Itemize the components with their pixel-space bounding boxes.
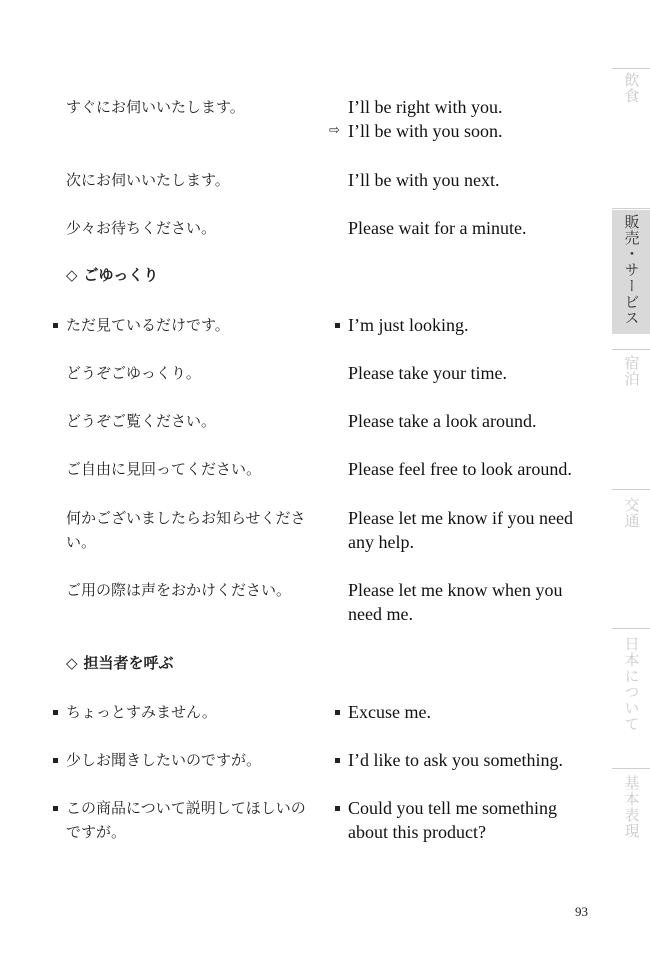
japanese-phrase: 何かございましたらお知らせください。	[66, 509, 306, 551]
side-tab[interactable]	[612, 775, 650, 839]
diamond-icon: ◇	[66, 654, 78, 672]
side-tab-label: 基本表現	[622, 775, 641, 839]
english-phrase-line: I’d like to ask you something.	[348, 750, 563, 770]
english-phrase	[348, 168, 588, 192]
side-tab-label: 販売・サービス	[622, 214, 641, 326]
english-phrase-line: Could you tell me something	[348, 798, 557, 818]
japanese-phrase: 次にお伺いいたします。	[66, 171, 230, 189]
english-phrase	[348, 409, 588, 433]
english-phrase-line: Excuse me.	[348, 702, 431, 722]
english-phrase-line: about this product?	[348, 822, 486, 842]
en-bullet	[335, 806, 340, 811]
jp-bullet	[53, 323, 58, 328]
english-phrase-line: need me.	[348, 604, 413, 624]
english-phrase	[348, 361, 588, 385]
jp-bullet	[53, 806, 58, 811]
tab-divider	[612, 768, 650, 769]
jp-bullet	[53, 758, 58, 763]
japanese-phrase: ちょっとすみません。	[66, 703, 217, 721]
english-phrase	[348, 578, 588, 626]
english-phrase	[348, 506, 588, 554]
japanese-phrase: どうぞごゆっくり。	[66, 364, 201, 382]
english-phrase-line: Please wait for a minute.	[348, 218, 527, 238]
english-phrase-line: I’ll be with you next.	[348, 170, 500, 190]
side-tab-label: 飲食	[622, 72, 641, 104]
jp-bullet	[53, 710, 58, 715]
english-phrase-line: Please feel free to look around.	[348, 459, 572, 479]
side-tab[interactable]	[612, 72, 650, 104]
english-phrase-line: Please take a look around.	[348, 411, 537, 431]
english-phrase	[348, 95, 588, 143]
side-tab-label: 交通	[622, 497, 641, 529]
japanese-phrase: 少しお聞きしたいのですが。	[66, 751, 262, 769]
side-tab-label: 宿泊	[622, 355, 641, 387]
english-phrase-line: any help.	[348, 532, 414, 552]
side-tab[interactable]	[612, 210, 650, 334]
japanese-phrase: どうぞご覧ください。	[66, 412, 217, 430]
side-tab[interactable]	[612, 355, 650, 387]
en-bullet	[335, 758, 340, 763]
section-heading-text: 担当者を呼ぶ	[83, 654, 174, 672]
japanese-phrase: この商品について説明してほしいのですが。	[66, 799, 306, 841]
english-phrase-line: I’ll be right with you.	[348, 97, 503, 117]
english-phrase	[348, 313, 588, 337]
diamond-icon: ◇	[66, 266, 78, 284]
side-tab[interactable]	[612, 636, 650, 732]
english-phrase-line: Please let me know if you need	[348, 508, 573, 528]
tab-divider	[612, 68, 650, 69]
section-heading-text: ごゆっくり	[83, 266, 159, 284]
english-phrase	[348, 216, 588, 240]
arrow-right-icon: ⇨	[329, 123, 340, 138]
japanese-phrase: すぐにお伺いいたします。	[66, 98, 245, 116]
page-number: 93	[575, 904, 588, 919]
english-phrase-line: Please let me know when you	[348, 580, 563, 600]
japanese-phrase: ご自由に見回ってください。	[66, 460, 262, 478]
english-phrase-line: I’m just looking.	[348, 315, 469, 335]
tab-divider	[612, 489, 650, 490]
japanese-phrase: 少々お待ちください。	[66, 219, 217, 237]
english-phrase	[348, 748, 588, 772]
section-heading	[66, 263, 158, 287]
en-bullet	[335, 323, 340, 328]
english-phrase-line: I’ll be with you soon.	[348, 121, 503, 141]
tab-divider	[612, 628, 650, 629]
english-phrase-line: Please take your time.	[348, 363, 507, 383]
section-heading	[66, 651, 174, 675]
japanese-phrase: ご用の際は声をおかけください。	[66, 581, 292, 599]
english-phrase	[348, 457, 588, 481]
english-phrase	[348, 700, 588, 724]
en-bullet	[335, 710, 340, 715]
side-tab-label: 日本について	[622, 636, 641, 732]
side-tab[interactable]	[612, 497, 650, 529]
english-phrase	[348, 796, 588, 844]
tab-divider	[612, 349, 650, 350]
japanese-phrase: ただ見ているだけです。	[66, 316, 230, 334]
tab-divider	[612, 208, 650, 209]
